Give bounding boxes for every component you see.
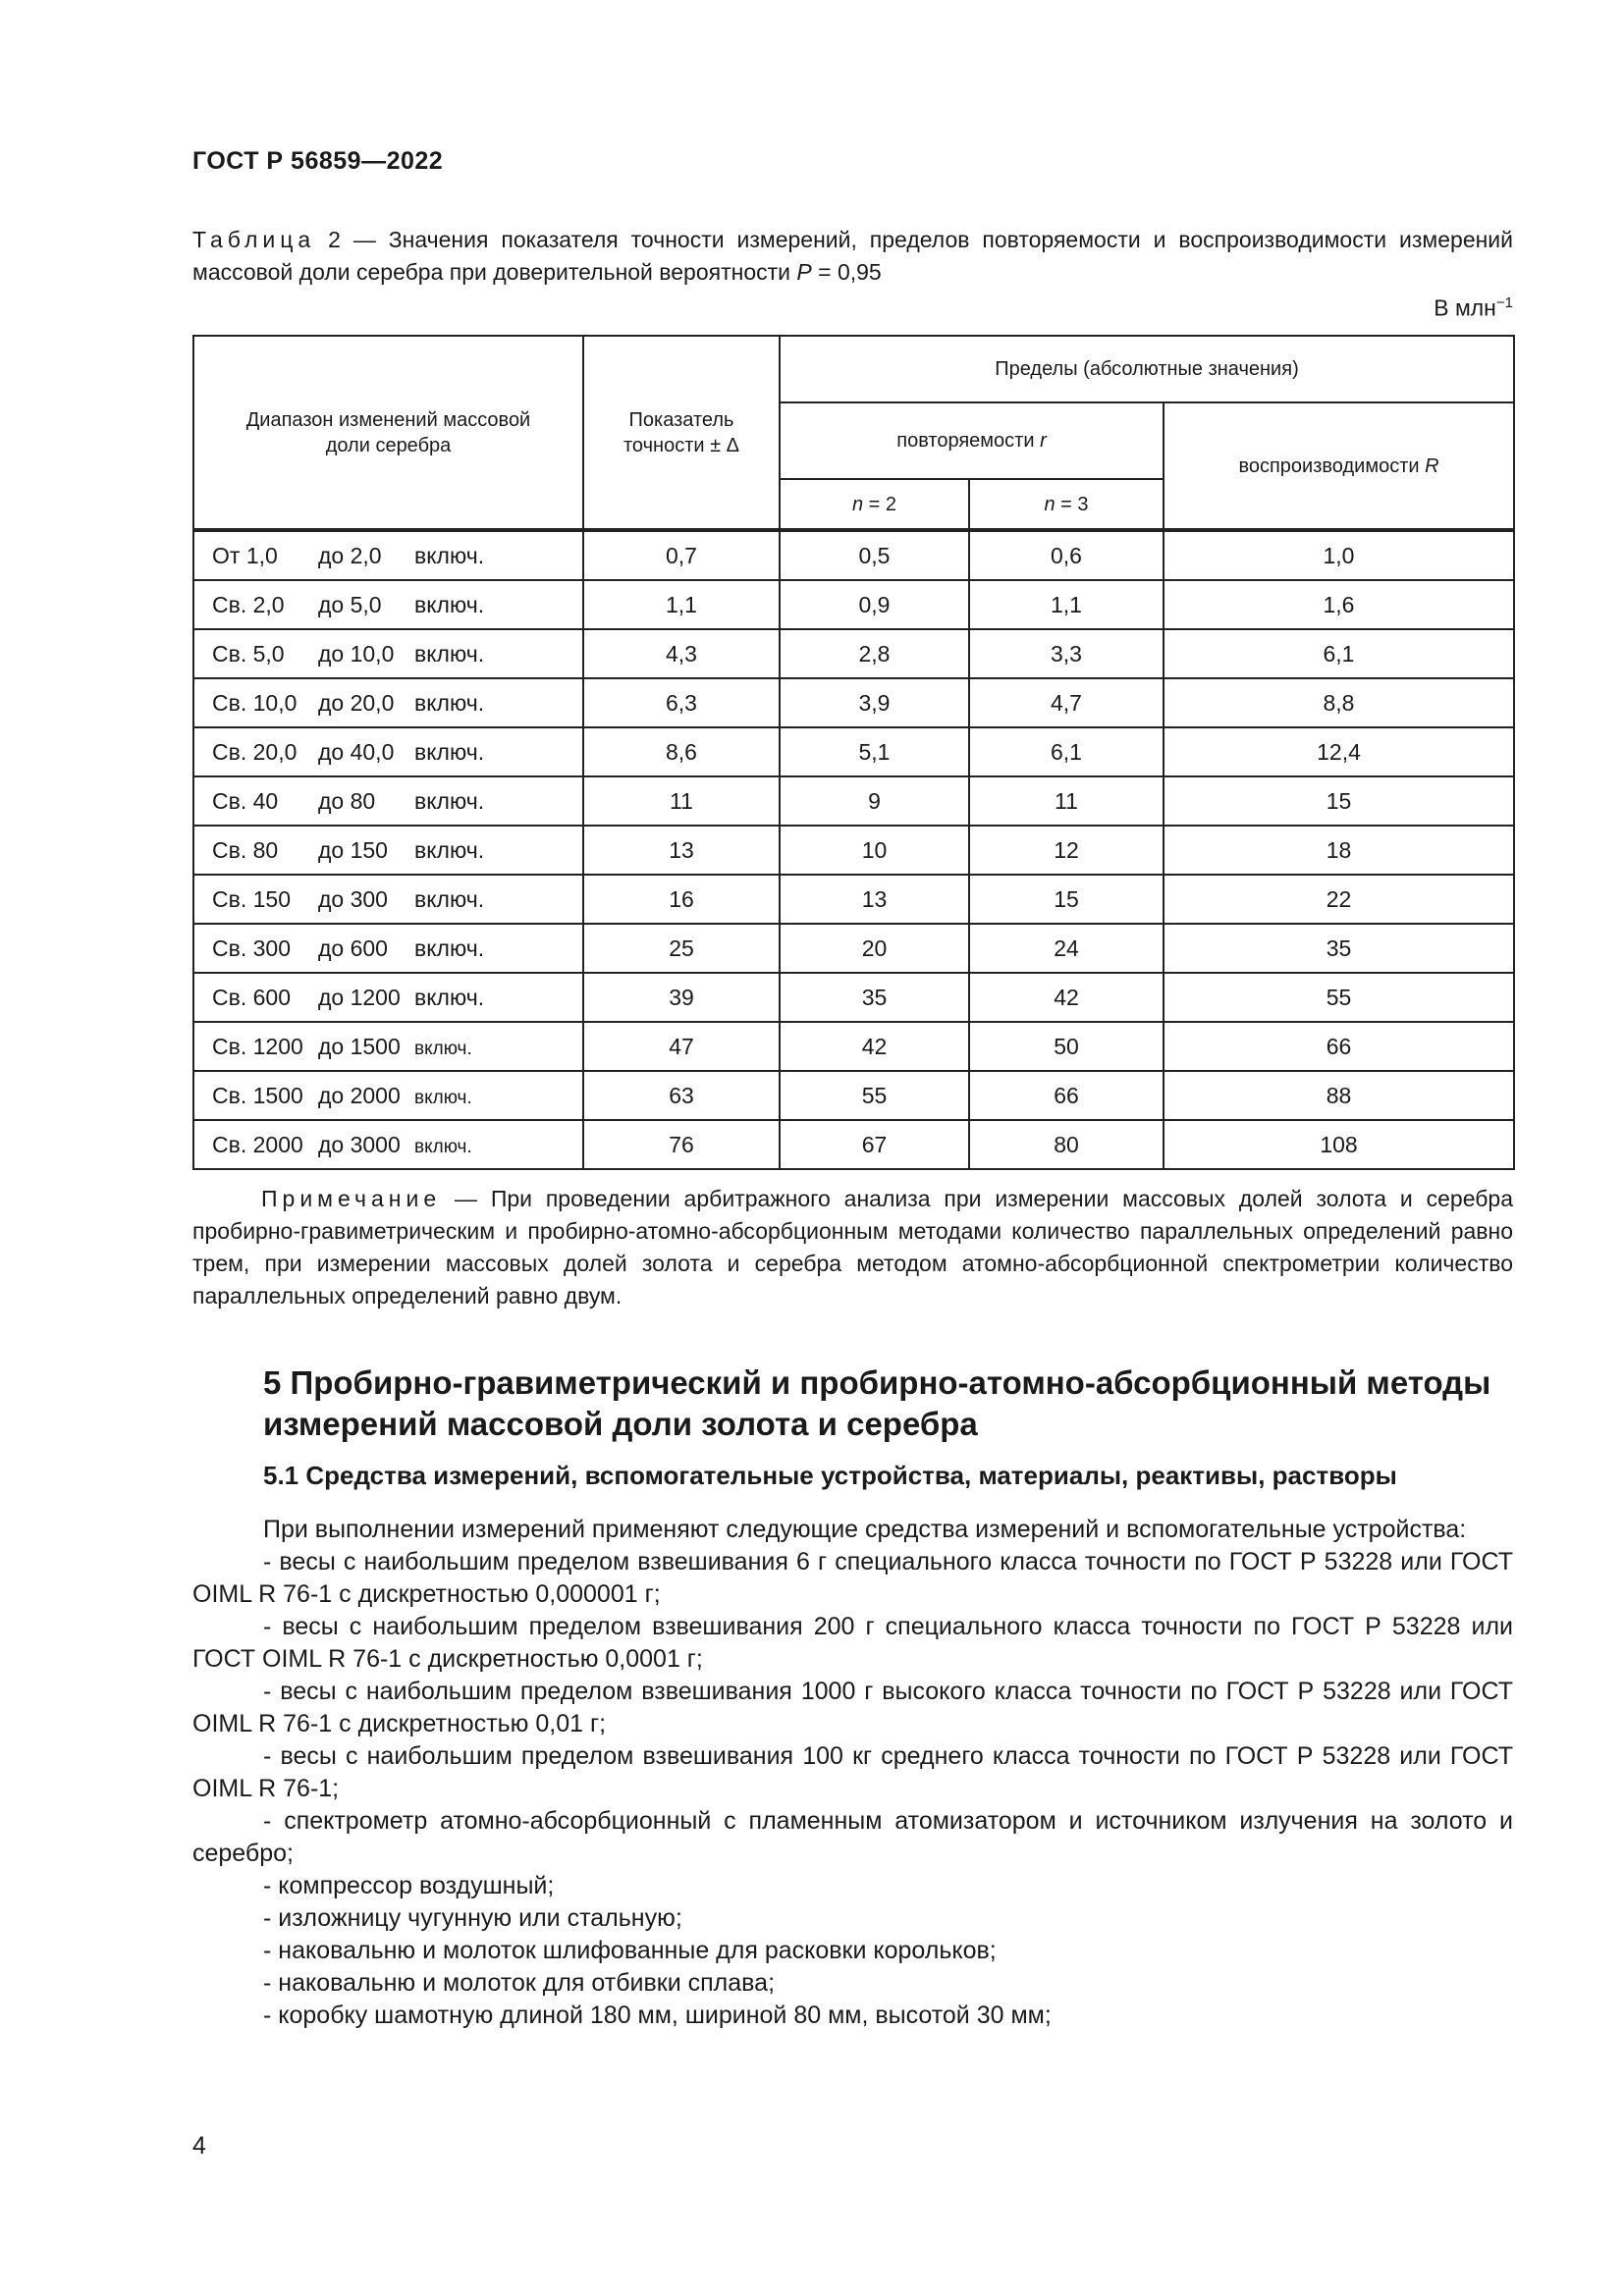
list-item: - весы с наибольшим пределом взвешивания 200 г специального класса точности по ГОСТ Р 53228 или ГОСТ OIML R 76-1 с дискретностью 0,0001 г; [192,1613,1513,1673]
header-reproducibility-text: воспроизводимости [1238,454,1426,477]
header-accuracy-text: Показатель точности ± Δ [623,408,739,456]
table-row [193,826,1514,875]
cell-repeatability-n3: 24 [969,924,1164,973]
cell-repeatability-n2: 10 [780,826,969,875]
table-row [193,973,1514,1022]
range-to: до 3000 [318,1131,401,1157]
table-row [193,580,1514,629]
header-reproducibility [1164,402,1514,530]
cell-accuracy: 4,3 [583,629,780,678]
section-intro: При выполнении измерений применяют следующие средства измерений и вспомогательные устройства: [263,1516,1467,1543]
table-row [193,678,1514,727]
range-incl: включ. [414,885,485,912]
cell-range [193,924,583,973]
cell-reproducibility: 1,6 [1164,580,1514,629]
table-row [193,727,1514,776]
range-incl: включ. [414,787,485,814]
range-to: до 80 [318,787,376,814]
range-to: до 5,0 [318,591,382,617]
cell-reproducibility: 35 [1164,924,1514,973]
table-row [193,629,1514,678]
cell-reproducibility: 22 [1164,875,1514,924]
list-item: - наковальню и молоток для отбивки сплава; [263,1969,776,1997]
cell-reproducibility: 1,0 [1164,530,1514,580]
range-from: Св. 1200 [212,1033,303,1059]
table-caption-text: 2 — Значения показателя точности измерений, пределов повторяемости и воспроизводимости измерений массовой доли серебра при доверительной вероятности [192,227,1514,285]
cell-accuracy: 1,1 [583,580,780,629]
cell-repeatability-n2: 2,8 [780,629,969,678]
cell-repeatability-n2: 0,5 [780,530,969,580]
range-to: до 10,0 [318,640,395,667]
header-limits: Пределы (абсолютные значения) [780,336,1514,402]
cell-repeatability-n2: 20 [780,924,969,973]
list-item: - изложницу чугунную или стальную; [263,1904,682,1932]
cell-repeatability-n3: 12 [969,826,1164,875]
table-row [193,776,1514,826]
cell-accuracy: 8,6 [583,727,780,776]
cell-range [193,629,583,678]
cell-range [193,1022,583,1071]
section-title: 5 Пробирно-гравиметрический и пробирно-атомно-абсорбционный методы измерений массовой доли золота и серебра [263,1364,1491,1442]
range-from: Св. 80 [212,836,279,863]
table-row [193,1022,1514,1071]
range-incl: включ. [414,640,485,667]
table-body [193,530,1514,1169]
cell-reproducibility: 108 [1164,1120,1514,1169]
note-label: Примечание [261,1186,442,1211]
list-item: - компрессор воздушный; [263,1872,555,1899]
header-accuracy [583,336,780,530]
header-n3-symbol: n [1044,493,1056,515]
range-incl: включ. [414,542,485,568]
header-repeatability [780,402,1164,479]
units-text: В млн [1434,294,1496,321]
list-item: - весы с наибольшим пределом взвешивания 100 кг среднего класса точности по ГОСТ Р 53228 или ГОСТ OIML R 76-1; [192,1742,1513,1802]
cell-repeatability-n3: 3,3 [969,629,1164,678]
probability-value: = 0,95 [811,259,882,285]
cell-range [193,826,583,875]
note-text: — При проведении арбитражного анализа при измерении массовых долей золота и серебра пробирно-гравиметрическим и пробирно-атомно-абсорбционным методами количество параллельных определений равно трем, при измерении массовых долей золота и серебра методом атомно-абсорбционной спектрометрии количество параллельных определений равно двум. [192,1186,1513,1308]
range-to: до 300 [318,885,388,912]
range-incl: включ. [414,738,485,765]
range-incl: включ. [414,934,485,961]
page-number: 4 [192,2132,206,2160]
header-n2 [780,479,969,530]
table-caption [192,224,1513,289]
cell-range [193,530,583,580]
section-body [192,1514,1513,2032]
table-units [1375,294,1513,322]
cell-range [193,678,583,727]
list-item: - спектрометр атомно-абсорбционный с пламенным атомизатором и источником излучения на золото и серебро; [192,1807,1513,1867]
cell-repeatability-n3: 15 [969,875,1164,924]
range-from: Св. 150 [212,885,291,912]
cell-repeatability-n3: 42 [969,973,1164,1022]
table-caption-label: Таблица [192,227,316,252]
range-to: до 600 [318,934,388,961]
header-n3 [969,479,1164,530]
cell-accuracy: 76 [583,1120,780,1169]
range-from: От 1,0 [212,542,278,568]
cell-reproducibility: 8,8 [1164,678,1514,727]
range-from: Св. 2000 [212,1131,303,1157]
cell-reproducibility: 6,1 [1164,629,1514,678]
range-to: до 2,0 [318,542,382,568]
cell-accuracy: 39 [583,973,780,1022]
header-n3-value: = 3 [1055,493,1089,515]
table-row [193,1120,1514,1169]
cell-reproducibility: 12,4 [1164,727,1514,776]
cell-range [193,580,583,629]
cell-reproducibility: 66 [1164,1022,1514,1071]
cell-accuracy: 11 [583,776,780,826]
header-repeatability-symbol: r [1040,430,1047,452]
table-note [192,1183,1513,1312]
range-from: Св. 20,0 [212,738,298,765]
cell-reproducibility: 15 [1164,776,1514,826]
cell-reproducibility: 18 [1164,826,1514,875]
cell-repeatability-n3: 80 [969,1120,1164,1169]
range-incl: включ. [414,1136,472,1157]
cell-range [193,727,583,776]
list-item: - весы с наибольшим пределом взвешивания 1000 г высокого класса точности по ГОСТ Р 53228 или ГОСТ OIML R 76-1 с дискретностью 0,01 г; [192,1678,1513,1737]
cell-range [193,1120,583,1169]
list-item: - весы с наибольшим пределом взвешивания 6 г специального класса точности по ГОСТ Р 53228 или ГОСТ OIML R 76-1 с дискретностью 0,000001 г; [192,1548,1513,1608]
range-to: до 150 [318,836,388,863]
range-from: Св. 300 [212,934,291,961]
range-to: до 1500 [318,1033,401,1059]
cell-repeatability-n3: 11 [969,776,1164,826]
table-row [193,924,1514,973]
document-number: ГОСТ Р 56859—2022 [192,147,444,175]
cell-repeatability-n3: 66 [969,1071,1164,1120]
cell-repeatability-n2: 5,1 [780,727,969,776]
range-to: до 40,0 [318,738,395,765]
cell-repeatability-n3: 1,1 [969,580,1164,629]
range-incl: включ. [414,689,485,716]
cell-reproducibility: 88 [1164,1071,1514,1120]
cell-repeatability-n2: 13 [780,875,969,924]
cell-range [193,875,583,924]
range-from: Св. 10,0 [212,689,298,716]
table-row [193,530,1514,580]
header-range-text: Диапазон изменений массовой доли серебра [245,408,531,456]
table-row [193,1071,1514,1120]
range-to: до 20,0 [318,689,395,716]
cell-accuracy: 0,7 [583,530,780,580]
cell-accuracy: 6,3 [583,678,780,727]
cell-accuracy: 13 [583,826,780,875]
cell-accuracy: 63 [583,1071,780,1120]
header-range [193,336,583,530]
cell-range [193,973,583,1022]
cell-accuracy: 16 [583,875,780,924]
cell-repeatability-n2: 55 [780,1071,969,1120]
range-incl: включ. [414,1038,472,1059]
cell-accuracy: 25 [583,924,780,973]
range-to: до 2000 [318,1082,401,1108]
range-incl: включ. [414,984,485,1010]
range-incl: включ. [414,591,485,617]
cell-repeatability-n3: 0,6 [969,530,1164,580]
header-n2-value: = 2 [863,493,897,515]
cell-repeatability-n2: 9 [780,776,969,826]
range-from: Св. 40 [212,787,279,814]
header-repeatability-text: повторяемости [896,430,1041,452]
cell-repeatability-n2: 0,9 [780,580,969,629]
header-n2-symbol: n [851,493,864,515]
cell-repeatability-n2: 3,9 [780,678,969,727]
range-from: Св. 600 [212,984,291,1010]
range-incl: включ. [414,836,485,863]
range-from: Св. 2,0 [212,591,285,617]
cell-reproducibility: 55 [1164,973,1514,1022]
range-from: Св. 5,0 [212,640,285,667]
range-incl: включ. [414,1087,472,1108]
cell-range [193,776,583,826]
list-item: - наковальню и молоток шлифованные для расковки корольков; [263,1937,997,1964]
cell-repeatability-n2: 35 [780,973,969,1022]
probability-symbol: P [796,259,812,285]
range-to: до 1200 [318,984,401,1010]
equipment-list [192,1546,1513,2032]
precision-table [192,335,1515,1170]
table-row [193,875,1514,924]
cell-repeatability-n3: 50 [969,1022,1164,1071]
cell-repeatability-n2: 42 [780,1022,969,1071]
list-item: - коробку шамотную длиной 180 мм, шириной 80 мм, высотой 30 мм; [263,2002,1052,2029]
cell-repeatability-n2: 67 [780,1120,969,1169]
cell-repeatability-n3: 4,7 [969,678,1164,727]
cell-repeatability-n3: 6,1 [969,727,1164,776]
range-from: Св. 1500 [212,1082,303,1108]
header-reproducibility-symbol: R [1425,454,1439,477]
subsection-title: 5.1 Средства измерений, вспомогательные устройства, материалы, реактивы, растворы [263,1461,1397,1490]
cell-accuracy: 47 [583,1022,780,1071]
units-exponent: −1 [1495,294,1513,311]
cell-range [193,1071,583,1120]
